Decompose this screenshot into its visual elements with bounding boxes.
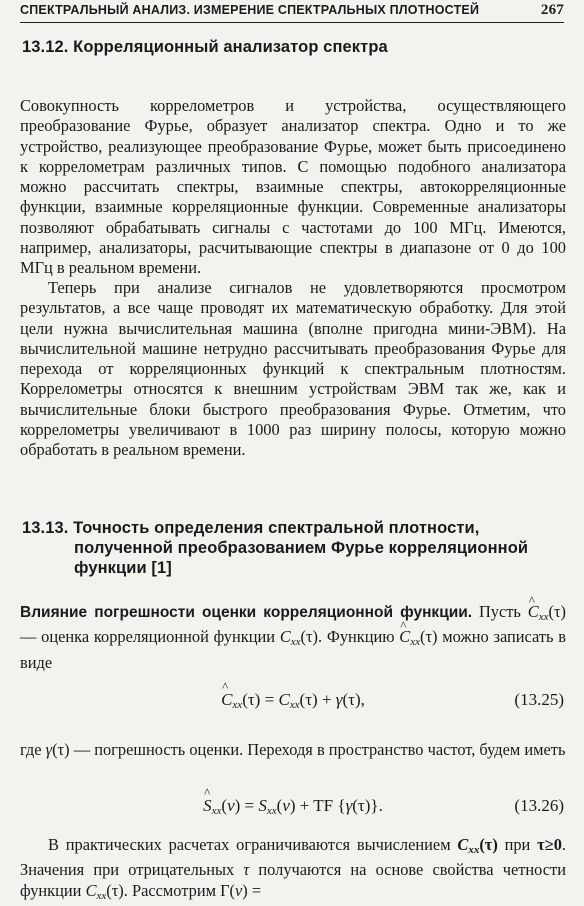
text-run: Пусть	[472, 602, 528, 621]
running-title: СПЕКТРАЛЬНЫЙ АНАЛИЗ. ИЗМЕРЕНИЕ СПЕКТРАЛЬНЫХ ПЛОТНОСТЕЙ	[20, 3, 480, 17]
text-run: В практических расчетах ограничиваются вычислением	[48, 835, 458, 854]
paragraph-1: Совокупность коррелометров и устройства, осуществляющего преобразование Фурье, образует анализатор спектра. Одно и то же устройство, реализующее преобразование Фурье, может быть присоединено к коррелометрам различных типов. С помощью подобного анализатора можно рассчитать спектры, взаимные спектры, автокорреляционные функции, взаимные корреляционные функции. Современные анализаторы позволяют обрабатывать сигналы с частотами до 100 МГц. Имеются, например, анализаторы, расчитывающие спектры в диапазоне от 0 до 100 МГц в реальном времени.	[20, 96, 566, 278]
text-run: — оценка корреляционной функции	[20, 627, 280, 647]
paragraph-5: В практических расчетах ограничиваются вычислением $C_{xx}(\tau)$ при τ≥0. Значения при отрицательных τ получаются на основе свойства четности функции $C_{xx}(\tau)$. Рассмотрим Γ(ν) =	[20, 835, 566, 902]
paragraph-2: Теперь при анализе сигналов не удовлетворяются просмотром результатов, а все чаще проводят их математическую обработку. Для этой цели нужна вычислительная машина (вполне пригодна мини-ЭВМ). На вычислительной машине нетрудно рассчитывать преобразования Фурье для перехода от корреляционных функций к спектральным плотностям. Коррелометры относятся к внешним устройствам ЭВМ так же, как и вычислительные блоки быстрого преобразования Фурье. Отметим, что коррелометры увеличивают в 1000 раз ширину полосы, которую можно обработать в реальном времени.	[20, 278, 566, 460]
runin-heading: Влияние погрешности оценки корреляционной функции.	[20, 604, 473, 621]
equation-body: ^ $C_{xx}(\tau) = C_{xx}(\tau) + \gamma(\tau)$,	[20, 690, 566, 711]
text-run: получаются на основе свойства четности функции	[20, 860, 566, 900]
text-run: . Значения при отрицательных	[20, 835, 566, 880]
equation-body: ^ $S_{xx}(\nu) = S_{xx}(\nu)$ + TF {γ(τ)}.	[20, 796, 566, 817]
text-run: — погрешность оценки. Переходя в пространство частот, будем иметь	[69, 740, 566, 759]
text-run: . Функцию	[318, 627, 400, 647]
text-run: при	[497, 835, 538, 854]
heading-line-3: функции [1]	[74, 559, 172, 577]
running-header	[20, 0, 564, 23]
equation-number: (13.25)	[514, 690, 564, 709]
section-heading-13-12: 13.12. Корреляционный анализатор спектра	[22, 38, 388, 56]
equation-13-25	[20, 690, 566, 714]
heading-line-1: 13.13. Точность определения спектральной плотности,	[22, 519, 480, 537]
section-heading-13-13	[22, 518, 528, 578]
paragraph-3: Влияние погрешности оценки корреляционной функции. Пусть ^ $C_{xx}(\tau)$ — оценка корреляционной функции $C_{xx}(\tau)$. Функцию ^ $C_{xx}(\tau)$ можно записать в виде	[20, 602, 566, 673]
text-run: . Рассмотрим	[123, 880, 221, 900]
text-run: можно записать в виде	[20, 627, 566, 672]
page-number: 267	[540, 2, 564, 18]
equation-13-26	[20, 796, 566, 820]
text-run: где	[20, 740, 46, 759]
equation-number: (13.26)	[514, 796, 564, 815]
paragraph-4: где γ(τ) — погрешность оценки. Переходя в пространство частот, будем иметь	[20, 740, 566, 759]
heading-line-2: полученной преобразованием Фурье корреляционной	[74, 539, 529, 557]
